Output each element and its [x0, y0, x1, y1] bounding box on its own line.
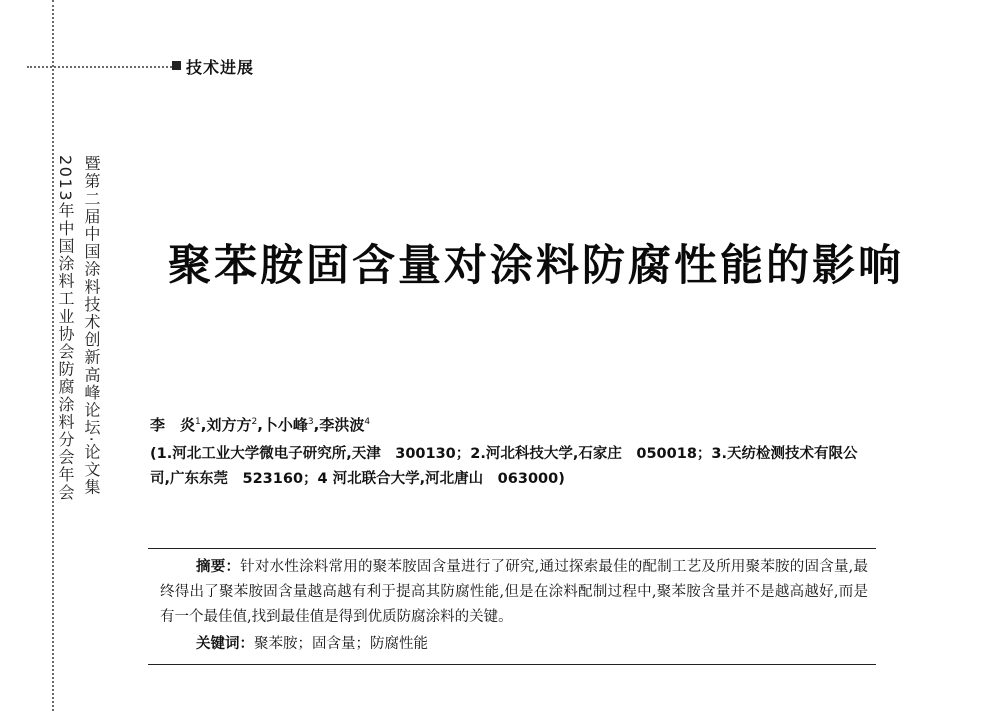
- author-name: 李 炎: [150, 416, 196, 434]
- author-separator: ,: [200, 416, 207, 434]
- author-affil-number: 1: [195, 417, 201, 427]
- author-affil-number: 3: [307, 417, 314, 427]
- author-affil-number: 2: [251, 417, 258, 427]
- author-name: 卜小峰: [262, 416, 308, 434]
- affiliation-line-2: 司,广东东莞 523160；4 河北联合大学,河北唐山 063000): [150, 471, 565, 487]
- affiliation-line-1: (1.河北工业大学微电子研究所,天津 300130；2.河北科技大学,石家庄 050018；3.天纺检测技术有限公: [150, 446, 858, 462]
- abstract-label: 摘要：: [196, 559, 241, 575]
- section-label: 技术进展: [186, 58, 255, 77]
- author-separator: ,: [313, 416, 320, 434]
- section-marker-square: [172, 61, 181, 70]
- abstract-top-rule: [148, 548, 876, 549]
- paper-title: 聚苯胺固含量对涂料防腐性能的影响: [168, 241, 904, 291]
- author-separator: ,: [257, 416, 263, 434]
- margin-dotted-line-vertical: [52, 0, 54, 711]
- author-affil-number: 4: [364, 417, 371, 427]
- abstract-bottom-rule: [148, 664, 876, 665]
- keywords-block: [196, 632, 428, 653]
- abstract-block: [160, 555, 868, 630]
- abstract-text: 针对水性涂料常用的聚苯胺固含量进行了研究,通过探索最佳的配制工艺及所用聚苯胺的固含量,最终得出了聚苯胺固含量越高越有利于提高其防腐性能,但是在涂料配制过程中,聚苯胺含量并不是越高越好,而是有一个最佳值,找到最佳值是得到优质防腐涂料的关键。: [160, 559, 868, 625]
- sidebar-collection-title: 暨第二届中国涂料技术创新高峰论坛·论文集: [82, 155, 101, 497]
- header-dotted-line: [27, 66, 175, 68]
- keywords-label: 关键词：: [196, 636, 254, 652]
- sidebar-conference-title: 2013年中国涂料工业协会防腐涂料分会年会: [56, 155, 75, 502]
- keywords-text: 聚苯胺；固含量；防腐性能: [254, 636, 428, 652]
- author-name: 李洪波: [319, 416, 365, 434]
- author-list: [150, 414, 370, 435]
- author-name: 刘方方: [206, 416, 252, 434]
